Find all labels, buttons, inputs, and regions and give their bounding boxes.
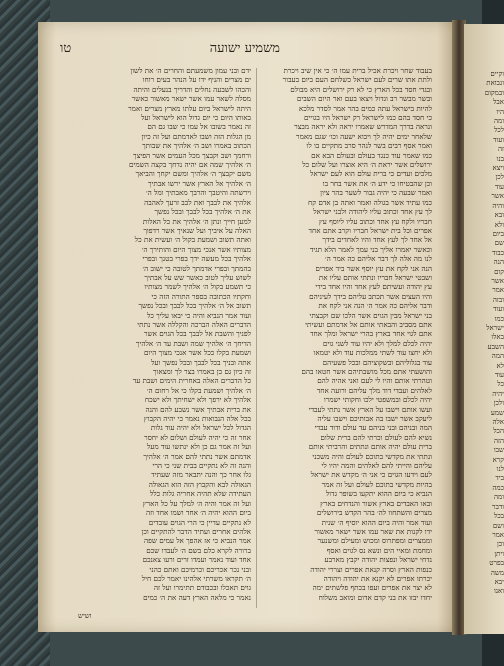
text-line: למען חייך ונתן ה׳ אלהיך את כל האלות [142,216,251,226]
text-line: ומה [494,493,504,502]
text-line: באותו היום כי יום גדול הוא לישראל ועל [141,113,251,123]
text-line: כמה [492,483,504,492]
text-line: ושבטי ישראל חבריו ונתתי אותם עליו את [318,272,432,282]
text-line: בפרט [489,559,504,568]
running-title: משמיע ישועה [209,41,280,56]
text-line: ועל זה אמר והיה ה׳ למלך על כל הארץ [142,498,251,508]
text-line: ורחמך ושב וקבצך מכל העמים אשר הפיצך [133,150,251,160]
text-line: אמר [492,286,504,295]
text-line: לא יצר את אפרים ועפו בכתף פלשתים ימה [312,583,432,593]
text-line: וטהרתי אותם והיו לי לעם ואני אהיה להם [317,376,432,386]
text-line: ובגדי חסד בכל הארץ כי לא רק ירושלים היא מבולם [290,84,432,94]
text-line: המה ובניהם ובני בניהם עד עולם ודוד עבדי [314,423,432,433]
text-line: תשוב אל ה׳ אלהיך בכל לבבך ובכל נפשך [138,301,251,311]
text-line: והנה זה לא נתקיים בבית שני כי הרי [152,461,251,471]
text-line: לכל [494,126,504,135]
text-line: הנה [493,258,504,267]
text-line: ידם ובני עמון משמעתם והחרים ה׳ את לשון [130,66,251,75]
text-line: אמר [492,530,504,539]
text-column-left [76,66,251,606]
text-line: אדמתם אשר נתתי להם אמר ה׳ אלהיך [143,451,251,461]
text-line: אחד ועוד נאמר ועמדו זרים ורעו צאנכם [142,555,251,565]
text-line: הנביא כי ביום ההוא יתקעו בשופר גדול [325,489,432,499]
text-line: יהיה לכלם ובמשפטי ילכו וחקותי ישמרו [323,395,432,405]
text-line: ולא [494,220,504,229]
text-line: עץ יהודה ועשיתם לעץ אחד והיו אחד בידי [315,282,432,292]
text-line: נאמר כי מלאה הארץ דעה את ה׳ כמים [143,592,251,602]
text-line: בהיות מקדשי בתוכם לעולם ועל זה אמר [321,479,432,489]
catchword: ושיש [78,612,92,620]
text-line: וקיים [490,70,504,78]
text-line: והכהו לשבעה נחלים והדריך בנעלים והיתה [133,84,251,94]
text-line: וירשתה והיטבך והרבך מאבתיך ומל ה׳ [145,188,251,198]
text-line: לכן [495,173,504,182]
text-line: ובני נכר אכריכם וכרמיכם ואתם כהני [149,564,251,574]
text-line: שמע [490,408,504,417]
text-line: השבע [487,342,504,351]
text-line: יהיה [492,389,504,398]
text-line: אתה ובניך בכל לבבך ובכל נפשך ועל [151,357,251,367]
text-line: ה׳ אלהיך ושמעת בקלו כי אל רחום ה׳ [146,385,251,395]
text-line: שלאחר ימים יהיה לך ויבוא ישעה וכו׳ שגם מאמר [296,131,432,141]
page-number: טו [60,41,72,56]
text-line: זה נאמר בשובו אל עמו כי שבו גם הם [147,122,251,132]
text-line: היו [496,107,504,116]
text-line: ה׳ תקראו משרתי אלהינו יאמר לכם חיל [141,573,251,583]
text-line: נשיא להם לעולם וכרתי להם ברית שלום [320,432,432,442]
text-line: ובזה [492,295,504,304]
text-line: ושם [492,521,504,530]
text-line: המה [491,352,504,361]
text-line: בהמתך ובפרי אדמתך לטובה כי ישוב ה׳ [142,263,251,273]
text-line: ים מצרים והניף ידו על הנהר בעים רוחו [142,75,251,85]
text-line: אלה [492,418,504,427]
text-line: לא נתקיים עדיין כי הרי הגוים עובדים [148,517,251,527]
text-line: ליעקב אשר ישבו בה אבותיכם וישבו עליה [317,414,432,424]
text-line: לנו מה אלה לך דבר אליהם כה אמר ה׳ [324,254,432,264]
text-line: ונראה בדרך המדרש שאמרו יראה ולא יראה מבצר [294,122,432,132]
text-line: אבל [493,98,504,107]
text-line: זה [498,145,504,154]
text-line: ולא יחצו עוד לשתי ממלכות עוד ולא יטמאו [313,348,432,358]
text-line: ואנו [493,587,504,596]
text-line: אתם לגוי אחד בארץ בהרי ישראל ומלך אחד [310,329,432,339]
text-line: את ה׳ אלהיך בכל לבבך ובכל נפשך [154,207,251,217]
text-line: בני ישראל מבין הגוים אשר הלכו שם וקבצתי [309,310,432,320]
text-line: ואמר שבעה כי יהיה גבור לשער בהר ציון [320,188,432,198]
text-line: מן הגלות הזה ושבו לאדמתם ועל זה כיון [141,131,251,141]
text-line: אלהיך בכל מעשה ידך בפרי בטנך ובפרי [142,254,251,264]
text-line: ועוד אמר הנביא והיה כי יבאו עליך כל [146,310,251,320]
text-line: ועשו אותם וישבו על הארץ אשר נתתי לעבדי [308,404,432,414]
text-line: ועל זה אמר גם כן ולא ינתשו עוד מעל [146,442,251,452]
text-line: בכל אלה הנבואות נאמר כי יהיה הקבוץ [143,414,251,424]
text-line: האלה על איביך ועל שנאיך אשר רדפוך [143,225,251,235]
text-line: משם יקבצך ה׳ אלהיך ומשם יקחך והביאך [135,169,251,179]
text-line: כמו [494,314,504,323]
text-line: בנו [496,154,504,163]
text-line: ויצא [492,164,504,173]
text-line: העתידה שלא תהיה אחריה גלות כלל [149,489,251,499]
text-column-right [262,66,432,606]
text-line: ה׳ אלהיך שמה אם יהיה נדחך בקצה השמים [129,160,251,170]
text-line: שבו [493,446,504,455]
text-line: ברית עולם יהיה אותם ונתתים והרביתי אותם [308,442,432,452]
text-line: ונבואת [486,79,504,88]
text-line: מסלה לשאר עמו אשר ישאר מאשור כאשר [131,94,251,104]
text-line: עוד [494,182,504,191]
text-line: לאלהים ועבדי דוד מלך עליהם ורועה אחד [316,385,432,395]
page-header [60,40,430,60]
text-line: ולכן [493,399,504,408]
text-line: הגאולה לבא והקבוץ הזה הוא הגאולה [148,479,251,489]
text-line: וחקתיו הכתובה בספר התורה הזה כי [151,291,251,301]
text-line: ובא [494,211,504,220]
text-line: הדברים האלה הברכה והקללה אשר נתתי [137,319,251,329]
text-line: כל הדברים האלה באחרית הימים ושבת עד [132,376,251,386]
text-line: יחדו יבזו את בני קדם אדום ומואב משלוח [318,592,432,602]
text-line: וממצרים ומפתרוס ומכוש ומעילם ומשנער [317,536,432,546]
text-line: והושעתי אתם מכל מושבתיהם אשר חטאו בהם [301,367,432,376]
text-line: כל [497,380,504,389]
text-line: כי תשמע בקול ה׳ אלהיך לשמר מצותיו [144,282,251,292]
text-line: ישראל [486,323,504,332]
text-line: לך עץ אחד וכתוב עליו ליהודה ולבני ישראל [313,207,432,217]
text-line: את ברית אבתיך אשר נשבע להם והנה [145,404,251,414]
text-line: ונתתי את מקדשי בתוכם לעולם והיה משכני [312,451,432,461]
text-line: לא [496,361,504,370]
text-line: בעבוד שחר ויכרת אכיל ברית עמו ה׳ כי אין שיב ויכרת [283,66,432,75]
text-line: מצותיו אשר אנכי מצוך היום והותירך ה׳ [141,244,251,254]
text-line: ובשר מבשר רב וגדול ויצאו בעם ואר היום השבים [296,94,432,104]
facing-page-text [468,70,504,600]
text-line: אלהיך את לבבך ואת לבב זרעך לאהבה [144,197,251,207]
text-line: ביום ההוא יהיה ה׳ אחד ושמו אחד וזה [146,508,251,518]
text-line: כמו עתיד אשר בגולה ואמר ואתה בן אדם קח [307,197,432,207]
text-line: קרא [492,455,504,464]
text-line: נדחי ישראל ונפצות יהודה יקבץ מארבע [324,555,432,565]
text-line: ביום [492,229,504,238]
text-line: זה כיון גם כן באמרו בצר לך ומצאוך [152,367,251,376]
text-line: ברורה לקרא כלם בשם ה׳ לעבדו שכם [146,545,251,555]
text-line: אפרים וכל בית ישראל חבריו וקרב אתם אחד [308,225,432,235]
text-line: אל אחד לך לעץ אחד והיו לאחדים בידך [322,235,432,245]
text-line: וכן [497,540,504,549]
text-line: גוים תאכלו ובכבודם תתימרו ועל זה [153,583,251,593]
text-line: ידו לקנות את שאר עמו אשר ישאר מאשור [314,526,432,536]
text-line: עוד [494,371,504,379]
text-line: לשוש עליך לטוב כאשר שש על אבתיך [144,272,251,282]
text-line: בכל [493,512,504,521]
text-line: ואתה תשוב ושמעת בקול ה׳ ועשית את כל [134,235,251,245]
text-line: אשר [491,192,504,201]
text-line: להיות בישראל עתה כמים בהר אמר לסדר מלכא [298,103,432,113]
text-line: ובמקום [484,88,504,97]
text-line: כבוד [492,248,504,257]
text-line: אשר [491,276,504,285]
column-divider [256,68,257,608]
text-line: ה׳ אלהיך אל הארץ אשר ירשו אבתיך [148,178,251,188]
text-line: חבריו ולקח עץ אחד וכתוב עליו ליוסף עץ [318,216,432,226]
text-line: ועוד [493,135,504,144]
text-line: מלכים ועדים כי ברית עולם הוא לעם ישראל [309,169,432,179]
text-line: עליהם והייתי להם לאלהים והמה יהיו לי [321,461,432,471]
text-line: גלו אחר כך והנה יתבאר מזה שעתיד [151,470,251,480]
text-line: יהיה לכלם למלך ולא יהיו עוד לשני גוים [322,338,432,348]
text-line: וכן שהבטיחו כי ידע ה׳ את אשר בחר בו [322,178,432,188]
text-line: אלהים אחרים ועתיד הדבר להתקיים וכן [141,526,251,536]
text-line: יכרתו אפרים לא יקנא את יהודה ויהודה [323,573,432,583]
text-line: לעם וידעו הגוים כי אני ה׳ מקדש את ישראל [310,470,432,480]
text-line: ביד [495,474,504,483]
text-line: עוד בגלוליהם ובשקוציהם ובכל פשעיהם [322,357,432,367]
text-line: יבא [494,577,504,586]
text-line: הכל [493,427,504,436]
text-line: ודבר [492,502,504,511]
text-line: היתה לישראל ביום עלתו מארץ מצרים ואמר [128,103,251,113]
text-line: ושמעת בקלו ככל אשר אנכי מצוך היום [144,348,251,358]
text-line: כי חסד בהם כמו לישראל רק ישראל היו בגויים [303,113,432,123]
text-line: ומחמת ומאיי הים ונשא נס לגוים ואסף [326,545,432,555]
text-line: אחר זה כי יהיה לעולם ושלום לא יחסר [144,432,251,442]
text-line: ועוד [493,305,504,314]
text-line: כמו שאמר עוד כנגד בעולם ובעולם הבא אם [311,150,432,160]
text-line: ועוד אמר והיה ביום ההוא יוסיף ה׳ שנית [321,517,432,527]
text-line: ומה [494,117,504,126]
text-line: ואמר אסף רבים בשר לנהר סרב מתקיים בו לו [306,141,432,151]
text-line: וכאשר יאמרו אליך בני עמך לאמר הלא תגיד [309,244,432,254]
text-line: הזה [493,436,504,445]
text-line: הגדול לכל ישראל ולא יהיה עוד גלות [150,423,251,433]
text-line: אתם מסביב והבאתי אותם אל אדמתם ועשיתי [305,319,432,329]
text-line: משה [490,568,504,577]
text-line: ובאו האבדים בארץ אשור והנדחים בארץ [320,498,432,508]
text-line: והיו העצים אשר תכתב עליהם בידך לעיניהם [309,291,432,301]
text-line: מצרים והשתחוו לה׳ בהר הקדש בירושלים [316,508,432,518]
text-line: הכתוב באמרו ושב ה׳ אלהיך את שבותך [142,141,251,151]
text-line: ויתן [494,549,504,558]
text-line: ולתת אתו שרים לעם ישראל כשלחם העם ביום בעבור [282,75,432,85]
text-line: הדיחך ה׳ אלהיך שמה ושבת עד ה׳ אלהיך [135,338,251,348]
text-line: אמר הנביא כי אז אהפך אל עמים שפה [143,536,251,546]
text-line: אלהיך לא ירפך ולא ישחיתך ולא ישכח [144,395,251,405]
text-line: כנפות הארץ וסרה קנאת אפרים וצררי יהודה [310,564,432,574]
text-line: קום [494,267,504,276]
text-line: ודבר אליהם כה אמר ה׳ הנה אני לקח את [318,301,432,311]
text-line: לנו [496,465,504,474]
text-line: ירושלים אשר יראת ה׳ היא אוצרו ועל שלום כל [302,160,432,170]
text-line: שם [494,239,504,248]
text-line: הנה אני לקח את עץ יוסף אשר ביד אפרים [315,263,432,273]
text-line: לפניך והשבת אל לבבך בכל הגוים אשר [144,329,251,339]
text-line: באלו [491,333,504,342]
text-line: והיה [492,201,504,210]
